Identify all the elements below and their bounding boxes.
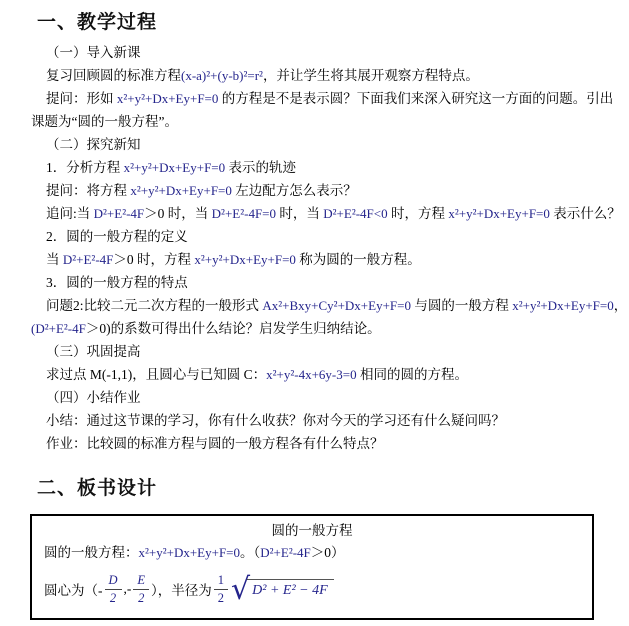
- formula-text: x²+y²+Dx+Ey+F=0: [448, 206, 550, 221]
- body-text: 左边配方怎么表示？: [231, 183, 357, 198]
- body-text: 问题2:比较二元二次方程的一般形式: [46, 298, 263, 313]
- formula-text: (D²+E²-4F: [31, 321, 86, 336]
- body-text: 复习回顾圆的标准方程: [46, 68, 181, 83]
- formula-text: D²+E²-4F: [93, 206, 145, 221]
- board-general-equation-line: [44, 542, 580, 564]
- body-text: ，: [613, 298, 628, 313]
- body-text: （一）导入新课: [46, 45, 141, 60]
- text-line: [31, 294, 629, 317]
- body-text: （三）巩固提高: [46, 344, 141, 359]
- body-text: 相同的圆的方程。: [356, 367, 468, 382]
- body-text: 小结：通过这节课的学习，你有什么收获？你对今天的学习还有什么疑问吗？: [46, 413, 505, 428]
- body-text: ，并让学生将其展开观察方程特点。: [262, 68, 479, 83]
- body-text: 作业：比较圆的标准方程与圆的一般方程各有什么特点？: [46, 436, 384, 451]
- body-text: 3．圆的一般方程的特点: [46, 275, 188, 290]
- board-center-radius-line: [44, 566, 580, 612]
- formula-text: x²+y²+Dx+Ey+F=0: [138, 545, 241, 560]
- text-line: [31, 87, 629, 110]
- center-prefix-text: 圆心为（-: [44, 583, 103, 598]
- body-text: ＞0 时，当: [144, 206, 212, 221]
- text-line: [31, 317, 629, 340]
- body-text: 表示的轨迹: [225, 160, 297, 175]
- text-line: [31, 133, 629, 156]
- formula-text: x²+y²+Dx+Ey+F=0: [194, 252, 296, 267]
- body-text: 时，方程: [387, 206, 449, 221]
- body-text: 求过点 M(-1,1)，且圆心与已知圆 C：: [46, 367, 267, 382]
- formula-text: x²+y²+Dx+Ey+F=0: [116, 91, 219, 106]
- body-text: 时，当: [276, 206, 324, 221]
- formula-text: D²+E²-4F<0: [323, 206, 388, 221]
- body-text: 的方程是不是表示圆？下面我们来深入研究这一方面的问题。引出: [218, 91, 614, 106]
- text-line: [31, 202, 629, 225]
- text-line: [31, 41, 629, 64]
- body-text: 圆的一般方程：: [44, 545, 139, 560]
- body-text: 课题为“圆的一般方程”。: [31, 114, 178, 129]
- section-heading-board-design: 二、板书设计: [37, 478, 158, 499]
- formula-text: (x-a)²+(y-b)²=r²: [181, 68, 263, 83]
- formula-text: x²+y²+Dx+Ey+F=0: [123, 160, 226, 175]
- body-text: ＞0 时，方程: [113, 252, 195, 267]
- text-line: [31, 156, 629, 179]
- square-root-expression: [231, 573, 334, 605]
- body-text: 追问:当: [46, 206, 94, 221]
- body-text: 提问：将方程: [46, 183, 131, 198]
- board-title: 圆的一般方程: [271, 523, 353, 538]
- body-text: 2．圆的一般方程的定义: [46, 229, 188, 244]
- text-line: [31, 64, 629, 87]
- formula-text: D²+E²-4F=0: [211, 206, 277, 221]
- body-text: 称为圆的一般方程。: [295, 252, 421, 267]
- formula-text: x²+y²-4x+6y-3=0: [266, 367, 357, 382]
- text-line: [31, 363, 629, 386]
- radius-mid-text: ），半径为: [151, 583, 212, 598]
- text-line: [31, 248, 629, 271]
- text-line: [31, 225, 629, 248]
- body-text: ＞0)的系数可得出什么结论？启发学生归纳结论。: [85, 321, 381, 336]
- body-text: ＞0）: [310, 545, 345, 560]
- teaching-process-lines: [0, 41, 629, 455]
- formula-text: x²+y²+Dx+Ey+F=0: [512, 298, 614, 313]
- section-heading-teaching-process: 一、教学过程: [37, 12, 158, 33]
- text-line: [31, 340, 629, 363]
- text-line: [31, 271, 629, 294]
- formula-text: Ax²+Bxy+Cy²+Dx+Ey+F=0: [262, 298, 411, 313]
- text-line: [31, 432, 629, 455]
- fraction-E-over-2: $\frac{E}{2}$: [133, 573, 149, 605]
- fraction-D-over-2: $\frac{D}{2}$: [105, 573, 122, 605]
- body-text: 。（: [240, 545, 261, 560]
- body-text: （四）小结作业: [46, 390, 141, 405]
- body-text: 1．分析方程: [46, 160, 124, 175]
- text-line: [31, 110, 629, 133]
- text-line: [31, 179, 629, 202]
- radicand-text: D² + E² − 4F: [247, 579, 334, 599]
- blackboard-design-box: [30, 514, 594, 620]
- center-separator-text: ,-: [123, 581, 132, 596]
- body-text: 当: [46, 252, 63, 267]
- body-text: 与圆的一般方程: [410, 298, 513, 313]
- radical-sign-icon: √: [231, 572, 251, 607]
- fraction-one-half: $\frac{1}{2}$: [214, 573, 228, 605]
- formula-text: D²+E²-4F: [62, 252, 114, 267]
- text-line: [31, 409, 629, 432]
- formula-text: x²+y²+Dx+Ey+F=0: [130, 183, 232, 198]
- body-text: 提问：形如: [46, 91, 117, 106]
- body-text: （二）探究新知: [46, 137, 141, 152]
- formula-text: D²+E²-4F: [260, 545, 311, 560]
- body-text: 表示什么？: [549, 206, 621, 221]
- text-line: [31, 386, 629, 409]
